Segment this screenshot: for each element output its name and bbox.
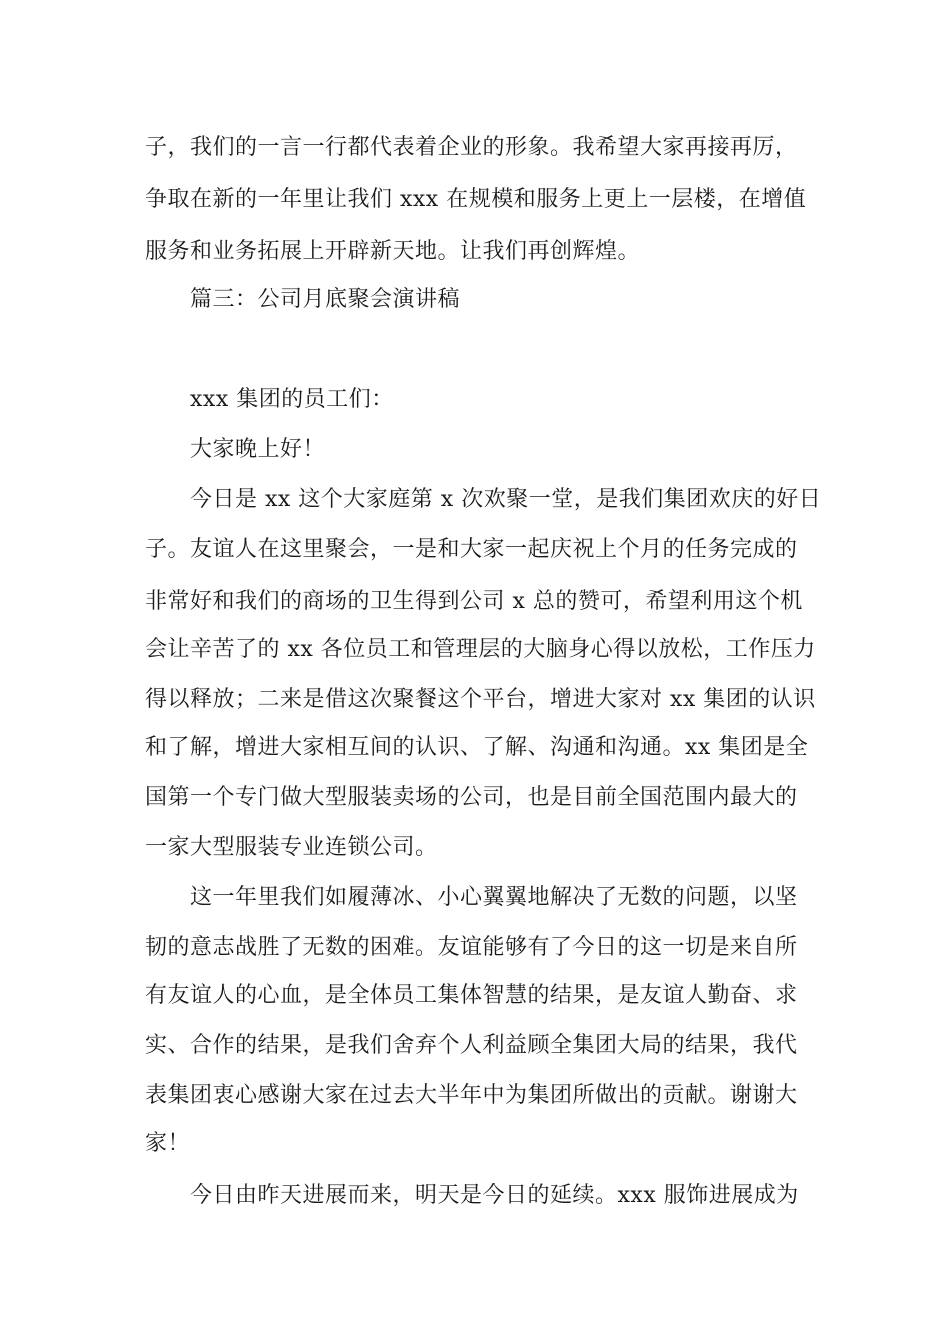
paragraph-line: 表集团衷心感谢大家在过去大半年中为集团所做出的贡献。谢谢大: [145, 1083, 798, 1108]
paragraph-line: 子。友谊人在这里聚会，一是和大家一起庆祝上个月的任务完成的: [145, 537, 798, 562]
greeting: 大家晚上好！: [190, 437, 326, 462]
paragraph-line: 韧的意志战胜了无数的困难。友谊能够有了今日的这一切是来自所: [145, 935, 798, 960]
section-heading: 篇三：公司月底聚会演讲稿: [190, 287, 461, 312]
paragraph-line: 非常好和我们的商场的卫生得到公司 x 总的赞可，希望利用这个机: [145, 589, 803, 614]
paragraph-line: 得以释放；二来是借这次聚餐这个平台，增进大家对 xx 集团的认识: [145, 687, 816, 712]
paragraph-line: 会让辛苦了的 xx 各位员工和管理层的大脑身心得以放松，工作压力: [145, 637, 816, 662]
paragraph-line: 有友谊人的心血，是全体员工集体智慧的结果，是友谊人勤奋、求: [145, 983, 798, 1008]
paragraph-line: 今日是 xx 这个大家庭第 x 次欢聚一堂，是我们集团欢庆的好日: [190, 487, 822, 512]
paragraph-line: 一家大型服装专业连锁公司。: [145, 835, 438, 860]
paragraph-line: 服务和业务拓展上开辟新天地。让我们再创辉煌。: [145, 239, 641, 264]
paragraph-line: 子，我们的一言一行都代表着企业的形象。我希望大家再接再厉，: [145, 135, 798, 160]
paragraph-line: 实、合作的结果，是我们舍弃个人利益顾全集团大局的结果，我代: [145, 1033, 798, 1058]
paragraph-line: 国第一个专门做大型服装卖场的公司，也是目前全国范围内最大的: [145, 785, 798, 810]
paragraph-line: 和了解，增进大家相互间的认识、了解、沟通和沟通。xx 集团是全: [145, 735, 809, 760]
paragraph-line: 这一年里我们如履薄冰、小心翼翼地解决了无数的问题，以坚: [190, 885, 798, 910]
salutation: xxx 集团的员工们：: [190, 387, 394, 412]
paragraph-line: 今日由昨天进展而来，明天是今日的延续。xxx 服饰进展成为: [190, 1183, 799, 1208]
paragraph-line: 家！: [145, 1131, 191, 1156]
paragraph-line: 争取在新的一年里让我们 xxx 在规模和服务上更上一层楼，在增值: [145, 187, 807, 212]
